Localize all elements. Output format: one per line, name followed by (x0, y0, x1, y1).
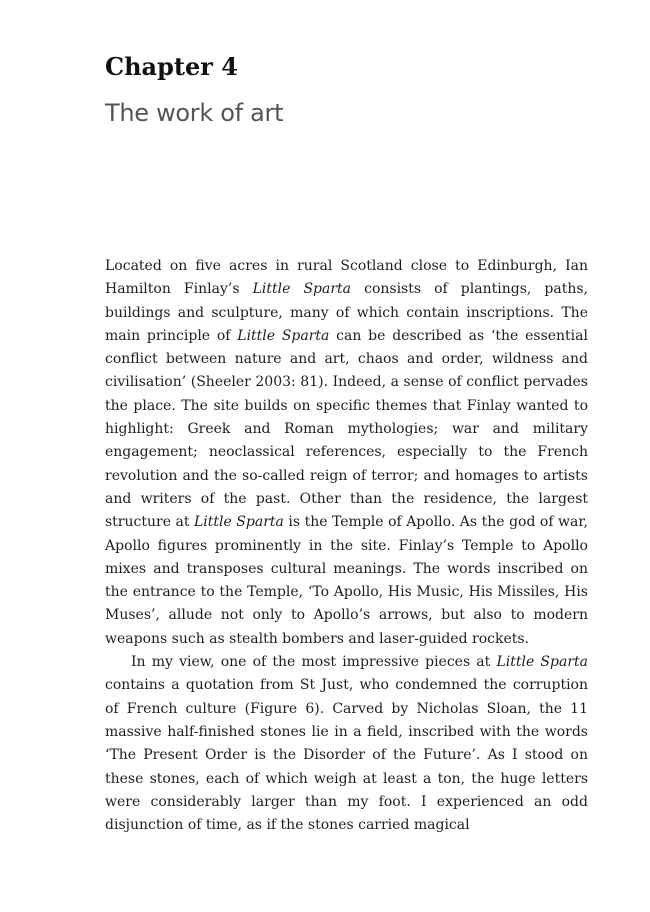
italic-title: Little Sparta (496, 654, 588, 671)
paragraph (105, 651, 588, 837)
italic-title: Little Sparta (194, 514, 284, 531)
chapter-number: Chapter 4 (105, 52, 238, 81)
italic-title: Little Sparta (237, 327, 330, 344)
text-run: consists of plantings, paths, buildings and sculpture, many of which contain inscriptions. The main principle of (105, 281, 588, 344)
chapter-title: The work of art (105, 99, 284, 127)
text-run: In my view, one of the most impressive pieces at (131, 654, 497, 671)
text-run: Located on five acres in rural Scotland close to Edinburgh, Ian Hamilton Finlay’s (105, 258, 588, 298)
text-run: contains a quotation from St Just, who condemned the corruption of French culture (Figure 6). Carved by Nicholas Sloan, the 11 massive half-finished stones lie in a field, inscribed with the words ‘The Present Order is the Disorder of the Future’. As I stood on these stones, each of which weigh at least a ton, the huge letters were considerably larger than my foot. I experienced an odd disjunction of time, as if the stones carried magical (105, 677, 588, 834)
text-run: can be described as ‘the essential conflict between nature and art, chaos and order, wildness and civilisation’ (Sheeler 2003: 81). Indeed, a sense of conflict pervades the place. The site builds on specific themes that Finlay wanted to highlight: Greek and Roman mythologies; war and military engagement; neoclassical references, especially to the French revolution and the so-called reign of terror; and homages to artists and writers of the past. Other than the residence, the largest structure at (105, 327, 588, 531)
paragraph (105, 255, 588, 651)
italic-title: Little Sparta (252, 281, 352, 298)
text-run: is the Temple of Apollo. As the god of war, Apollo figures prominently in the site. Finlay’s Temple to Apollo mixes and transposes cultural meanings. The words inscribed on the entrance to the Temple, ‘To Apollo, His Music, His Missiles, His Muses’, allude not only to Apollo’s arrows, but also to modern weapons such as stealth bombers and laser-guided rockets. (105, 514, 588, 647)
body-text (105, 255, 588, 837)
